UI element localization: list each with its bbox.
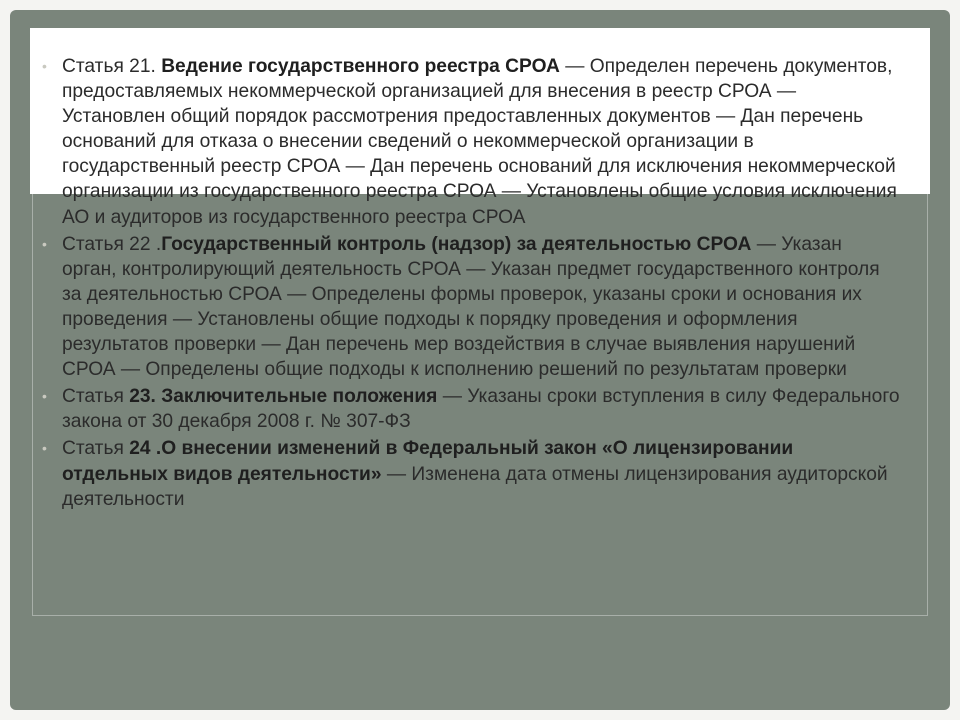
list-item-article-24 xyxy=(40,436,900,511)
bullet-icon: • xyxy=(42,440,47,457)
list-item-article-23 xyxy=(40,384,900,434)
article-heading: Государственный контроль (надзор) за деятельностью СРОА xyxy=(161,233,752,255)
article-body: — Определен перечень документов, предоставляемых некоммерческой организацией для внесения в реестр СРОА — Установлен общий порядок рассмотрения предоставленных документов — Дан перечень оснований для отказа о внесении сведений о некоммерческой организации в государственный реестр СРОА — Дан перечень оснований для исключения некоммерческой организации из государственного реестра СРОА — Установлены общие условия исключения АО и аудиторов из государственного реестра СРОА xyxy=(62,56,897,228)
bullet-list xyxy=(40,54,900,514)
article-body: — Указан орган, контролирующий деятельность СРОА — Указан предмет государственного контроля за деятельностью СРОА — Определены формы проверок, указаны сроки и основания их проведения — Установлены общие подходы к порядку проведения и оформления результатов проверки — Дан перечень мер воздействия в случае выявления нарушений СРОА — Определены общие подходы к исполнению решений по результатам проверки xyxy=(62,233,880,381)
article-heading: 23. Заключительные положения xyxy=(129,386,438,408)
bullet-icon: • xyxy=(42,388,47,405)
bullet-icon: • xyxy=(42,235,47,252)
article-body: — Изменена дата отмены лицензирования аудиторской деятельности xyxy=(62,463,888,510)
article-prefix: Статья 21. xyxy=(62,56,162,77)
list-item-article-21 xyxy=(40,54,900,230)
article-heading: 24 .О внесении изменений в Федеральный закон «О лицензировании отдельных видов деятельности» xyxy=(62,438,794,485)
article-body: — Указаны сроки вступления в силу Федерального закона от 30 декабря 2008 г. № 307-ФЗ xyxy=(62,386,900,433)
article-heading: Ведение государственного реестра СРОА xyxy=(161,56,560,77)
article-prefix: Статья 22 . xyxy=(62,233,162,255)
list-item-article-22 xyxy=(40,232,900,383)
article-prefix: Статья xyxy=(62,438,130,460)
article-prefix: Статья xyxy=(62,386,130,408)
bullet-icon: • xyxy=(42,58,47,74)
